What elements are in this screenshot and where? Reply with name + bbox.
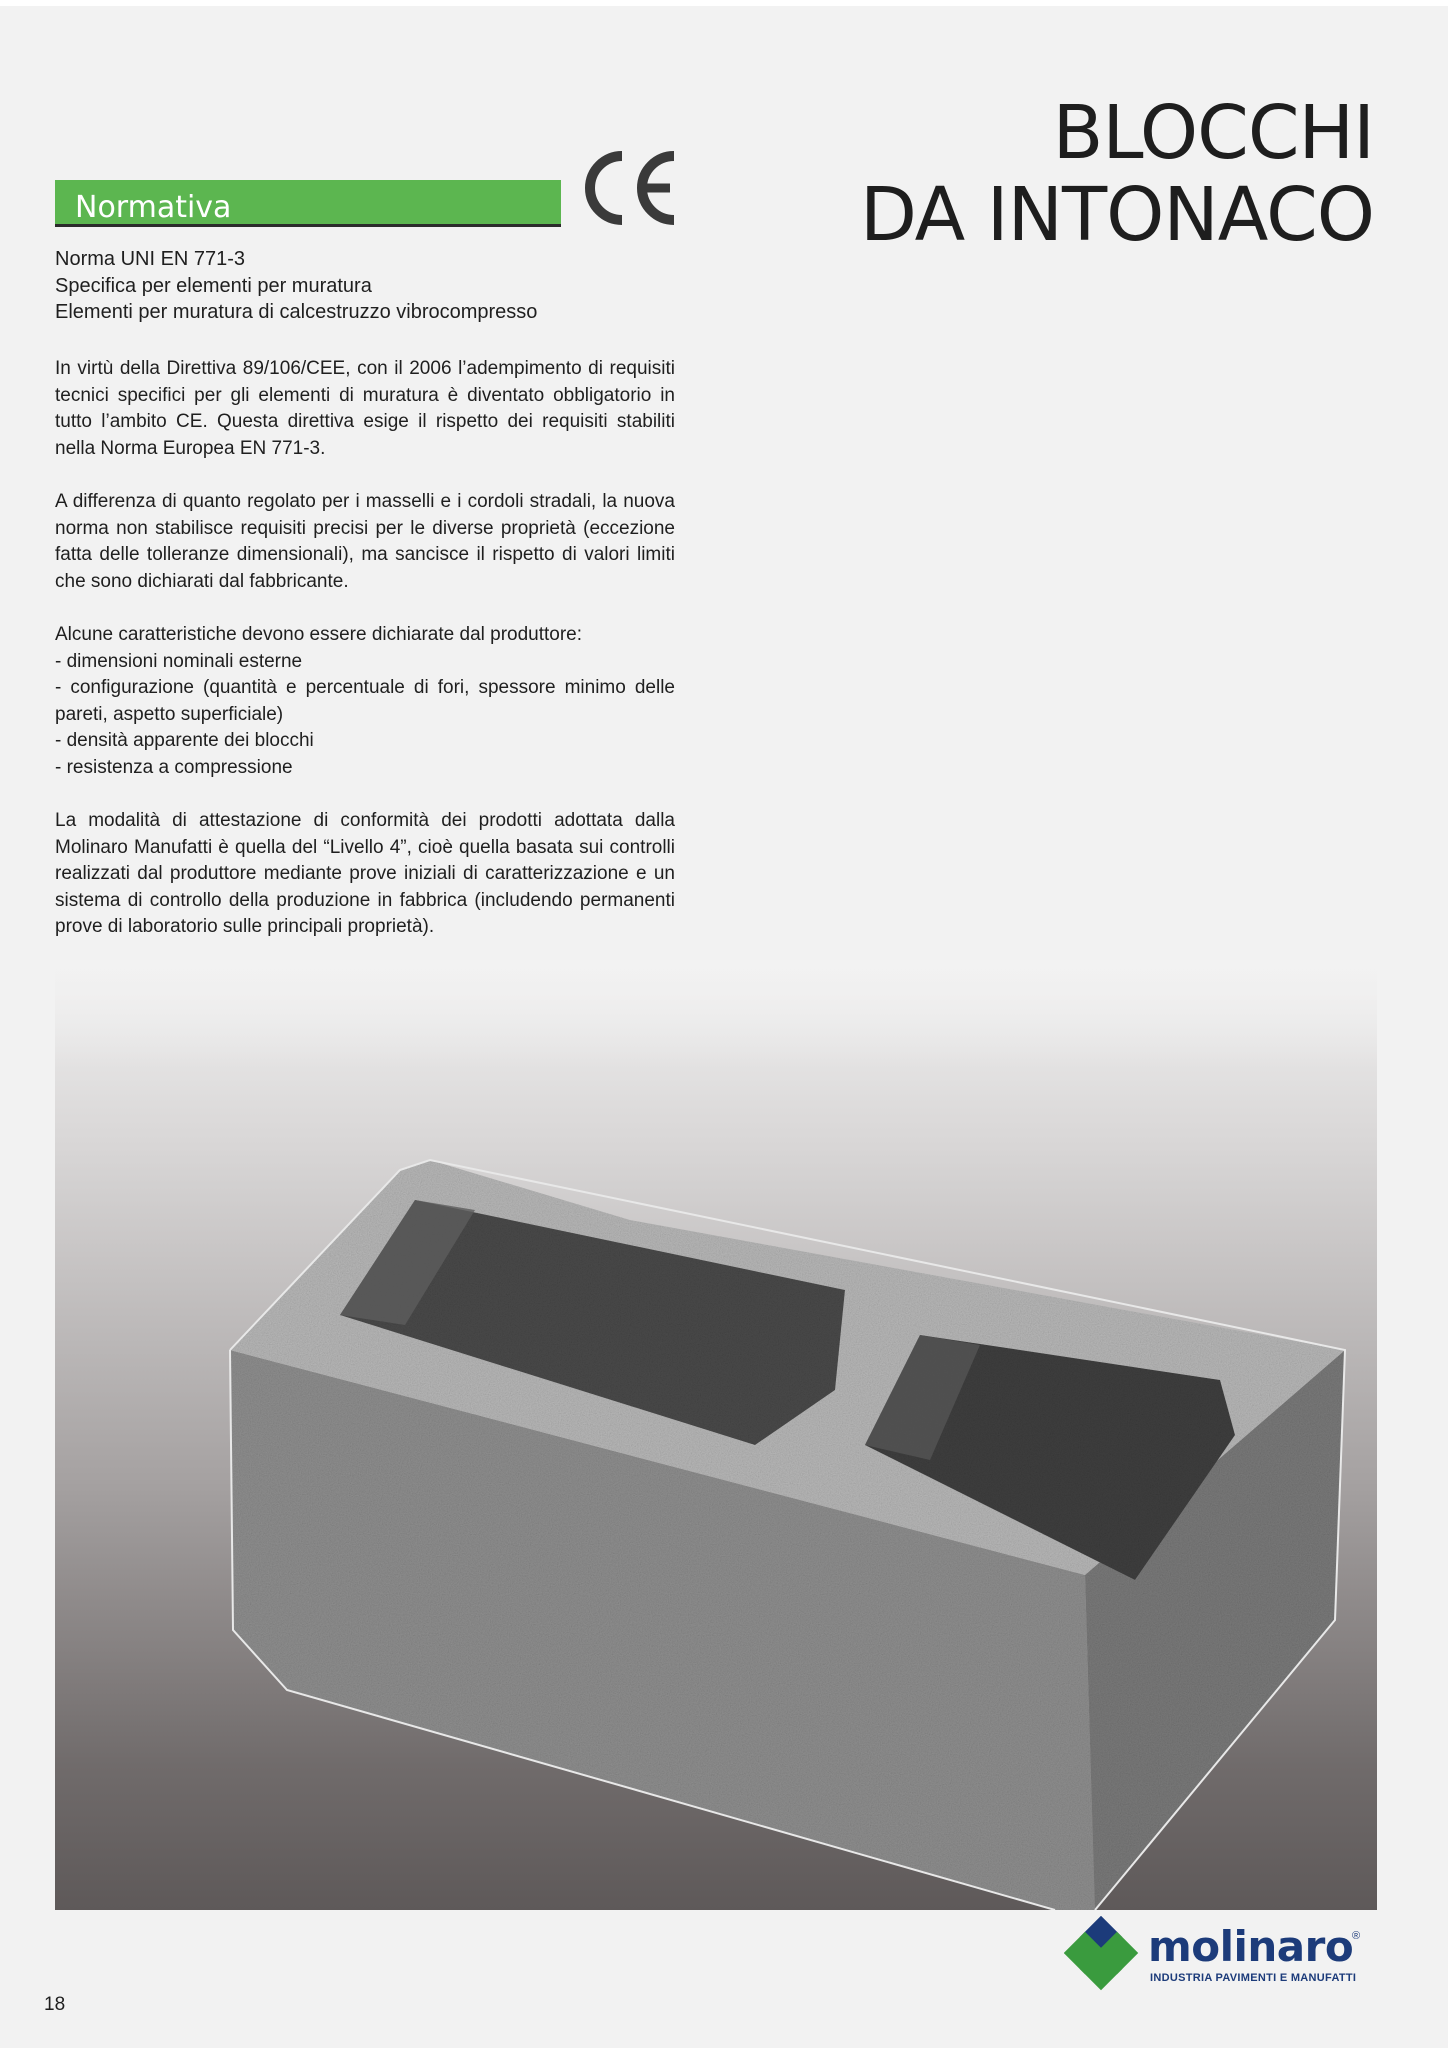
brand-tagline: INDUSTRIA PAVIMENTI E MANUFATTI — [1150, 1972, 1357, 1984]
photo-fade — [55, 948, 1377, 1068]
ce-mark-icon — [582, 148, 682, 228]
norm-spec: Specifica per elementi per muratura — [55, 274, 372, 297]
title-line-1: BLOCCHI — [1052, 90, 1374, 176]
concrete-block-icon — [55, 1060, 1377, 1910]
title-line-2: DA INTONACO — [859, 172, 1374, 258]
paragraph-difference: A differenza di quanto regolato per i masselli e i cordoli stradali, la nuova norma non stabilisce requisiti precisi per le diverse proprietà (eccezione fatta delle tolleranze dimensionali), ma sancisce il rispetto di valori limiti che sono dichiarati dal fabbricante. — [55, 490, 675, 592]
paragraph-conformity: La modalità di attestazione di conformità dei prodotti adottata dalla Molinaro Manufatti è quella del “Livello 4”, cioè quella basata sui controlli realizzati dal produttore mediante prove iniziali di caratterizzazione e un sistema di controllo della produzione in fabbrica (includendo permanenti prove di laboratorio sulle principali proprietà). — [55, 810, 675, 938]
section-heading-bar — [55, 180, 561, 227]
list-intro: Alcune caratteristiche devono essere dichiarate dal produttore: — [55, 623, 583, 645]
norm-elements: Elementi per muratura di calcestruzzo vibrocompresso — [55, 301, 538, 323]
characteristics-list — [55, 622, 675, 782]
list-item: - configurazione (quantità e percentuale di fori, spessore minimo delle pareti, aspetto superficiale) — [55, 677, 675, 725]
page-title — [860, 92, 1374, 256]
list-item: - resistenza a compressione — [55, 756, 293, 778]
list-item: - dimensioni nominali esterne — [55, 650, 303, 672]
brand-name: molinaro — [1148, 1922, 1354, 1971]
registered-mark: ® — [1352, 1930, 1361, 1942]
section-heading: Normativa — [75, 190, 232, 225]
page-top-edge — [0, 0, 1448, 6]
page-number: 18 — [44, 1994, 66, 2015]
list-item: - densità apparente dei blocchi — [55, 730, 314, 752]
norm-code: Norma UNI EN 771-3 — [55, 248, 246, 270]
paragraph-directive: In virtù della Direttiva 89/106/CEE, con il 2006 l’adempimento di requisiti tecnici specifici per gli elementi di muratura è diventato obbligatorio in tutto l’ambito CE. Questa direttiva esige il rispetto dei requisiti stabiliti nella Norma Europea EN 771-3. — [55, 358, 675, 459]
norm-intro — [55, 246, 695, 326]
